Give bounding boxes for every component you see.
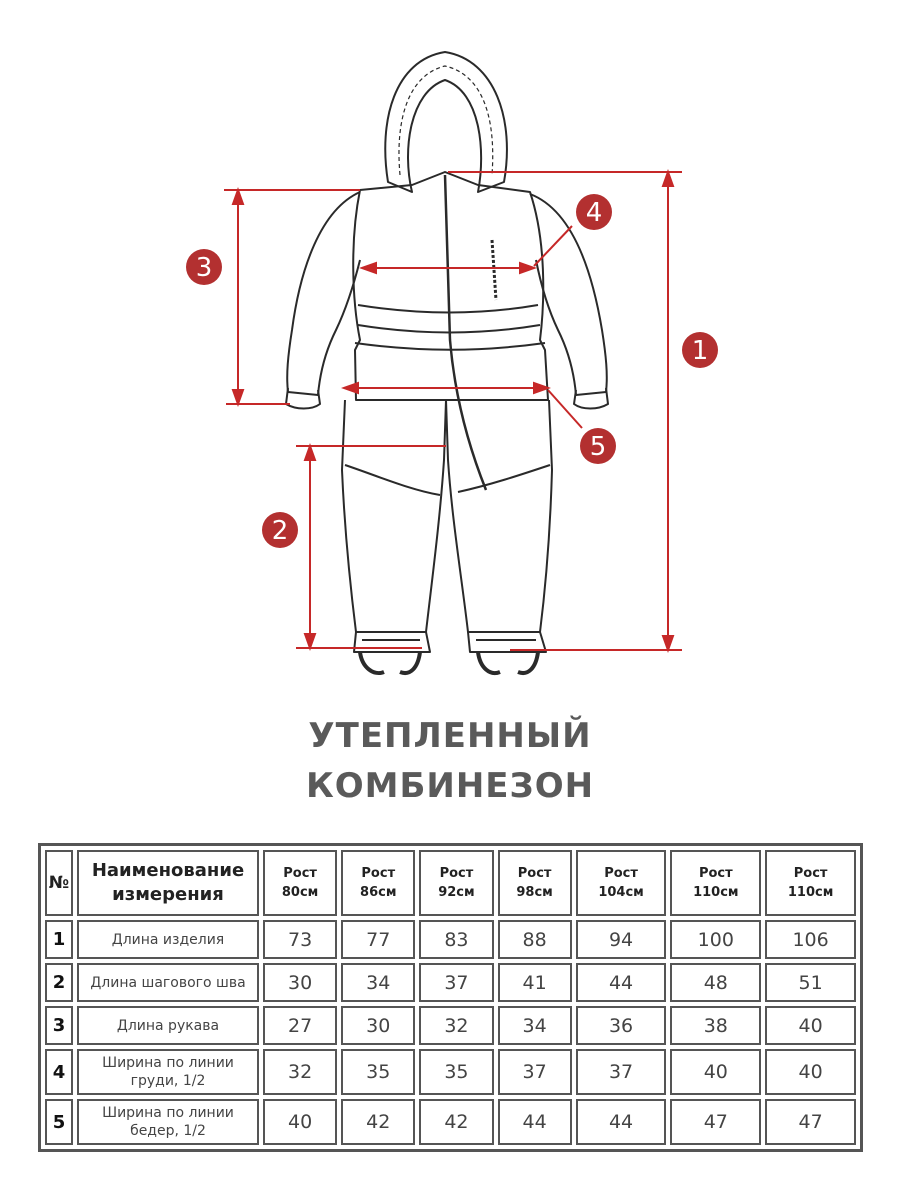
table-cell: 38 (670, 1006, 761, 1045)
product-title-line-1: УТЕПЛЕННЫЙ (308, 716, 592, 756)
svg-text:3: 3 (195, 253, 213, 283)
table-cell: 48 (670, 963, 761, 1002)
row-number: 2 (45, 963, 73, 1002)
table-cell: 37 (498, 1049, 572, 1095)
table-cell: 36 (576, 1006, 667, 1045)
marker-2 (262, 512, 298, 548)
table-cell: 73 (263, 920, 337, 959)
arrow-3-bottom (233, 390, 243, 404)
arrow-1-top (663, 172, 673, 186)
product-title-line-2: КОМБИНЕЗОН (305, 766, 595, 806)
table-cell: 32 (419, 1006, 493, 1045)
table-cell: 42 (341, 1099, 415, 1145)
arrow-4-left (362, 263, 376, 273)
table-row (45, 1049, 856, 1095)
table-cell: 34 (341, 963, 415, 1002)
table-cell: 34 (498, 1006, 572, 1045)
svg-text:1: 1 (691, 336, 709, 366)
header-height-98: Рост 98см (498, 850, 572, 916)
row-label: Длина рукава (77, 1006, 259, 1045)
arrow-3-top (233, 190, 243, 204)
header-height-110-second: Рост 110см (765, 850, 856, 916)
header-name-line-1: Наименование (91, 860, 245, 881)
left-leg (342, 400, 446, 632)
header-height-86: Рост 86см (341, 850, 415, 916)
table-cell: 44 (576, 963, 667, 1002)
table-cell: 40 (765, 1049, 856, 1095)
table-cell: 77 (341, 920, 415, 959)
table-cell: 88 (498, 920, 572, 959)
arrow-2-top (305, 446, 315, 460)
table-header-row (45, 850, 856, 916)
table-cell: 94 (576, 920, 667, 959)
table-cell: 47 (765, 1099, 856, 1145)
table-cell: 51 (765, 963, 856, 1002)
header-number: № (45, 850, 73, 916)
table-cell: 41 (498, 963, 572, 1002)
table-cell: 40 (765, 1006, 856, 1045)
arrow-5-right (534, 383, 548, 393)
left-foot-strap (360, 652, 420, 673)
header-height-104: Рост 104см (576, 850, 667, 916)
jumpsuit-outline (286, 52, 608, 673)
table-row (45, 963, 856, 1002)
arrow-2-bottom (305, 634, 315, 648)
arrow-4-right (520, 263, 534, 273)
row-label: Ширина по линии бедер, 1/2 (77, 1099, 259, 1145)
table-cell: 83 (419, 920, 493, 959)
marker-3 (186, 249, 222, 285)
header-name-line-2: измерения (112, 884, 224, 905)
table-cell: 42 (419, 1099, 493, 1145)
table-cell: 35 (419, 1049, 493, 1095)
header-measurement-name (77, 850, 259, 916)
table-cell: 40 (670, 1049, 761, 1095)
header-height-92: Рост 92см (419, 850, 493, 916)
row-number: 3 (45, 1006, 73, 1045)
svg-text:2: 2 (271, 516, 289, 546)
table-cell: 30 (263, 963, 337, 1002)
table-cell: 106 (765, 920, 856, 959)
table-cell: 37 (576, 1049, 667, 1095)
marker-1 (682, 332, 718, 368)
size-table (38, 843, 863, 1152)
header-height-110: Рост 110см (670, 850, 761, 916)
arrow-1-bottom (663, 636, 673, 650)
row-label: Длина изделия (77, 920, 259, 959)
left-cuff (286, 388, 320, 409)
table-cell: 40 (263, 1099, 337, 1145)
right-leg (446, 400, 552, 632)
row-label: Ширина по линии груди, 1/2 (77, 1049, 259, 1095)
table-row (45, 920, 856, 959)
left-sleeve (287, 192, 360, 395)
table-cell: 27 (263, 1006, 337, 1045)
torso (353, 172, 548, 400)
svg-text:5: 5 (589, 432, 607, 462)
chest-pocket-zip (492, 240, 496, 300)
table-cell: 30 (341, 1006, 415, 1045)
marker-5 (580, 428, 616, 464)
table-row (45, 1099, 856, 1145)
table-cell: 44 (576, 1099, 667, 1145)
table-cell: 47 (670, 1099, 761, 1145)
row-number: 4 (45, 1049, 73, 1095)
right-foot-strap (478, 652, 538, 673)
row-number: 1 (45, 920, 73, 959)
table-cell: 37 (419, 963, 493, 1002)
right-cuff (574, 388, 608, 409)
table-cell: 32 (263, 1049, 337, 1095)
table-row (45, 1006, 856, 1045)
header-height-80: Рост 80см (263, 850, 337, 916)
knee-panels (345, 465, 550, 495)
table-cell: 100 (670, 920, 761, 959)
table-cell: 44 (498, 1099, 572, 1145)
arrow-5-left (344, 383, 358, 393)
row-number: 5 (45, 1099, 73, 1145)
row-label: Длина шагового шва (77, 963, 259, 1002)
marker-4 (576, 194, 612, 230)
svg-text:4: 4 (585, 198, 603, 228)
table-cell: 35 (341, 1049, 415, 1095)
measurement-lines (224, 172, 682, 650)
